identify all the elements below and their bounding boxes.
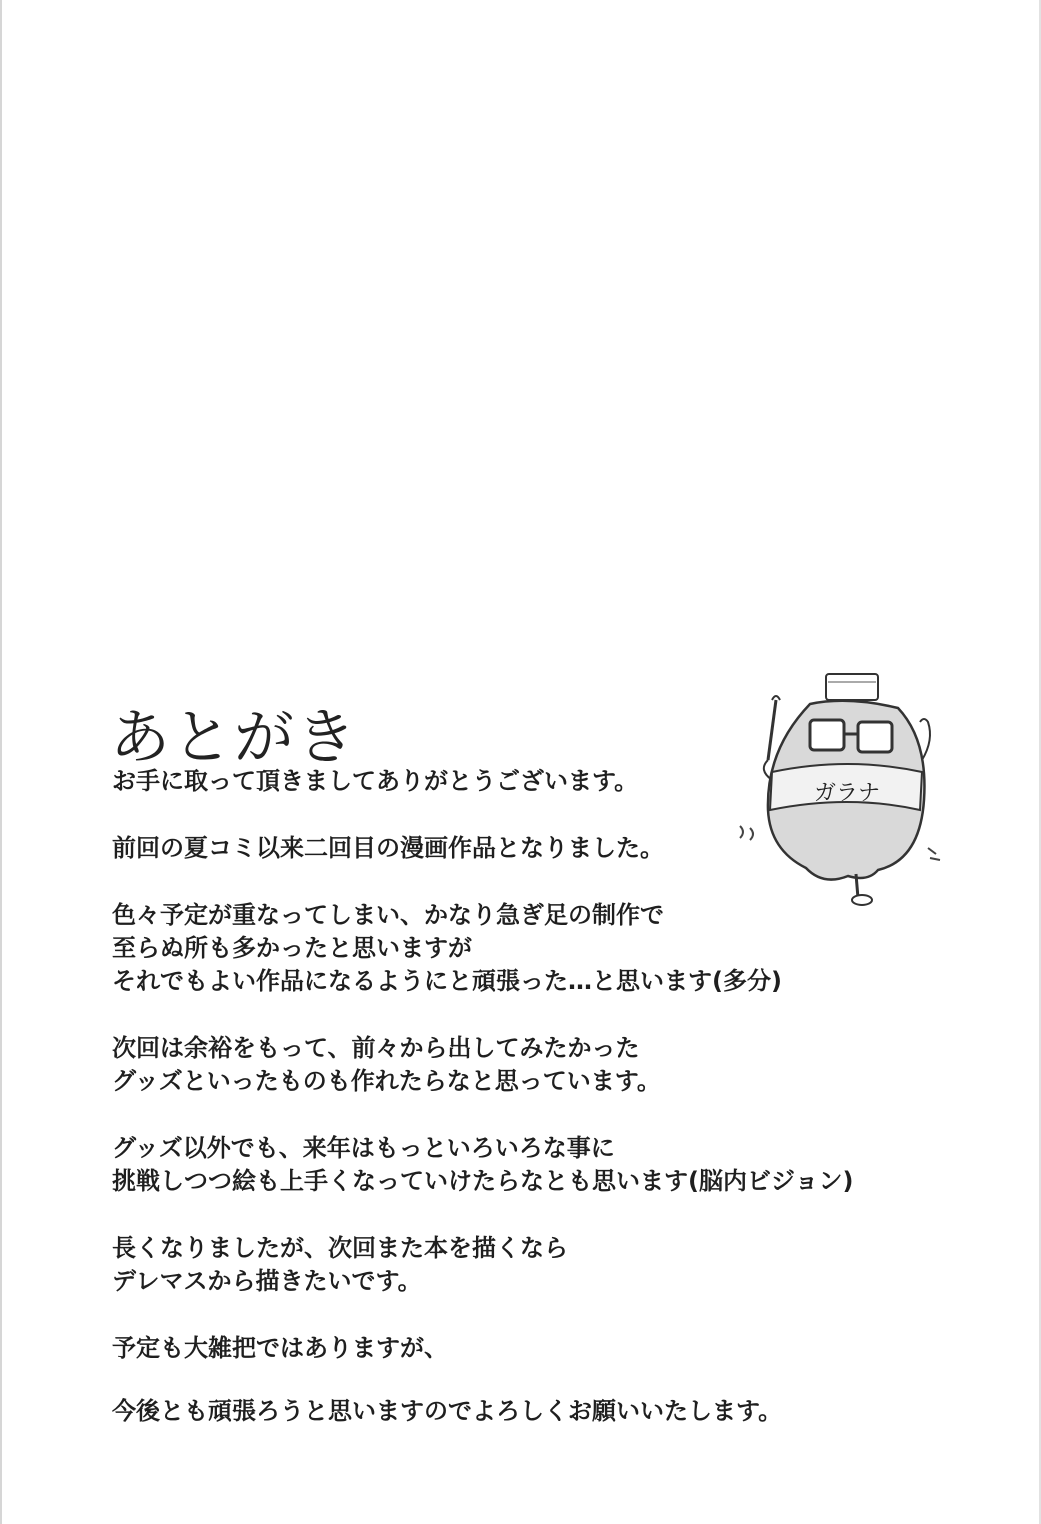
text-line: デレマスから描きたいです。 <box>112 1267 422 1295</box>
paragraph-next-time <box>112 1032 992 1098</box>
text-line: 予定も大雑把ではありますが、 <box>112 1334 448 1362</box>
text-line: 今後とも頑張ろうと思いますのでよろしくお願いいたします。 <box>112 1397 783 1425</box>
text-line: 次回は余裕をもって、前々から出してみたかった <box>112 1034 640 1062</box>
paragraph-plans <box>112 1332 992 1365</box>
text-line: お手に取って頂きましてありがとうございます。 <box>112 767 639 795</box>
text-line: グッズといったものも作れたらなと思っています。 <box>112 1067 661 1095</box>
text-line: 前回の夏コミ以来二回目の漫画作品となりました。 <box>112 834 664 862</box>
text-line: グッズ以外でも、来年はもっといろいろな事に <box>112 1134 615 1162</box>
text-line: 至らぬ所も多かったと思いますが <box>112 934 472 962</box>
paragraph-challenge <box>112 1132 992 1198</box>
text-line: 長くなりましたが、次回また本を描くなら <box>112 1234 568 1262</box>
paragraph-thanks <box>112 765 992 798</box>
afterword-body <box>112 765 992 1428</box>
text-line: 挑戦しつつ絵も上手くなっていけたらなとも思います(脳内ビジョン) <box>112 1167 854 1195</box>
paragraph-deremas <box>112 1232 992 1298</box>
mascot-label: ガラナ <box>814 781 881 806</box>
page-title: あとがき <box>110 703 358 774</box>
paragraph-second-work <box>112 832 992 865</box>
paragraph-closing <box>112 1395 992 1428</box>
text-line: それでもよい作品になるようにと頑張った…と思います(多分) <box>112 967 782 995</box>
text-line: 色々予定が重なってしまい、かなり急ぎ足の制作で <box>112 901 664 929</box>
paragraph-schedule <box>112 899 992 998</box>
